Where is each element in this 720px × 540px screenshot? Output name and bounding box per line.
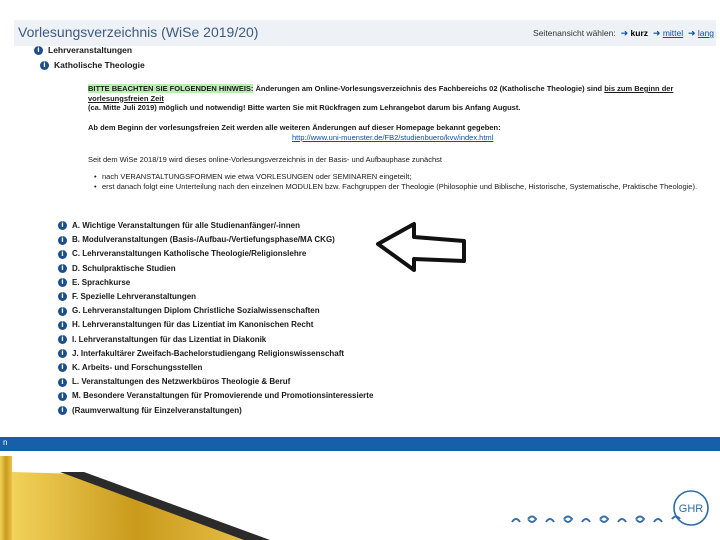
category-item[interactable] xyxy=(58,249,306,258)
notice-text: (ca. Mitte Juli 2019) möglich und notwendig! Bitte warten Sie mit Rückfragen zum Lehrangebot darum bis Anfang August. xyxy=(88,103,521,112)
notice-highlight: BITTE BEACHTEN SIE FOLGENDEN HINWEIS: xyxy=(88,84,254,93)
category-label[interactable]: F. Spezielle Lehrveranstaltungen xyxy=(72,292,197,301)
info-icon[interactable]: i xyxy=(58,307,67,316)
info-icon[interactable]: i xyxy=(58,335,67,344)
category-label[interactable]: L. Veranstaltungen des Netzwerkbüros Theologie & Beruf xyxy=(72,377,291,387)
info-icon[interactable]: i xyxy=(58,349,67,358)
ghr-logo xyxy=(672,489,710,527)
category-item[interactable] xyxy=(58,406,242,415)
category-label[interactable]: B. Modulveranstaltungen (Basis-/Aufbau-/Vertiefungsphase/MA CKG) xyxy=(72,235,335,245)
info-icon[interactable]: i xyxy=(58,236,67,245)
svg-text:GHR: GHR xyxy=(678,503,704,515)
category-item[interactable] xyxy=(58,377,290,386)
view-option-kurz[interactable]: kurz xyxy=(630,28,649,38)
arrow-right-icon: ➜ xyxy=(685,28,696,38)
category-label[interactable]: M. Besondere Veranstaltungen für Promovierende und Promotionsinteressierte xyxy=(72,391,374,401)
category-item[interactable] xyxy=(58,363,202,372)
page-title: Vorlesungsverzeichnis (WiSe 2019/20) xyxy=(18,24,259,40)
view-selector xyxy=(533,28,714,39)
info-icon[interactable]: i xyxy=(40,61,49,70)
footprints-decoration xyxy=(510,513,690,527)
category-label[interactable]: I. Lehrveranstaltungen für das Lizentiat in Diakonik xyxy=(72,334,267,344)
info-icon[interactable]: i xyxy=(58,278,67,287)
page-panel xyxy=(14,20,716,420)
info-icon[interactable]: i xyxy=(58,292,67,301)
info-icon[interactable]: i xyxy=(58,406,67,415)
category-item[interactable] xyxy=(58,278,130,287)
tree-node-label[interactable]: Katholische Theologie xyxy=(54,60,145,70)
category-item[interactable] xyxy=(58,391,373,400)
notice-intro: Seit dem WiSe 2018/19 wird dieses online-Vorlesungsverzeichnis in der Basis- und Aufbauphase zunächst xyxy=(88,155,442,164)
notice-text: Änderungen am Online-Vorlesungsverzeichnis des Fachbereichs 02 (Katholische Theologie) sind xyxy=(253,84,605,93)
notice-bullet: • erst danach folgt eine Unterteilung nach den einzelnen MODULEN bzw. Fachgruppen der Theologie (Philosophie und Biblische, Historische, Systematische, Praktische Theologie). xyxy=(102,182,714,192)
page-header xyxy=(14,20,716,46)
left-arrow-annotation xyxy=(372,220,468,276)
info-icon[interactable]: i xyxy=(58,221,67,230)
footer-bar xyxy=(0,437,720,451)
gold-decoration xyxy=(0,456,720,540)
notice-paragraph-1 xyxy=(88,84,716,113)
category-item[interactable] xyxy=(58,221,300,230)
category-label[interactable]: K. Arbeits- und Forschungsstellen xyxy=(72,363,203,372)
arrow-right-icon: ➜ xyxy=(650,28,661,38)
tree-node-label[interactable]: Lehrveranstaltungen xyxy=(48,45,133,55)
info-icon[interactable]: i xyxy=(58,321,67,330)
view-option-mittel[interactable]: mittel xyxy=(662,28,684,38)
view-label: Seitenansicht wählen: xyxy=(533,28,616,38)
category-item[interactable] xyxy=(58,320,313,329)
category-item[interactable] xyxy=(58,235,335,244)
footer-text: n xyxy=(3,438,8,447)
info-icon[interactable]: i xyxy=(58,392,67,401)
category-label[interactable]: J. Interfakultärer Zweifach-Bachelorstudiengang Religionswissenschaft xyxy=(72,348,345,358)
category-label[interactable]: H. Lehrveranstaltungen für das Lizentiat im Kanonischen Recht xyxy=(72,320,314,330)
category-item[interactable] xyxy=(58,335,266,344)
category-label[interactable]: G. Lehrveranstaltungen Diplom Christliche Sozialwissenschaften xyxy=(72,306,320,316)
info-icon[interactable]: i xyxy=(58,363,67,372)
category-item[interactable] xyxy=(58,264,176,273)
info-icon[interactable]: i xyxy=(58,264,67,273)
studienbuero-link[interactable]: http://www.uni-muenster.de/FB2/studienbuero/kvv/index.html xyxy=(292,133,494,142)
view-option-lang[interactable]: lang xyxy=(697,28,714,38)
arrow-right-icon: ➜ xyxy=(618,28,629,38)
notice-paragraph-2 xyxy=(88,123,716,133)
category-item[interactable] xyxy=(58,306,320,315)
info-icon[interactable]: i xyxy=(34,46,43,55)
tree-node-katholische-theologie[interactable] xyxy=(40,60,145,70)
category-label[interactable]: A. Wichtige Veranstaltungen für alle Studienanfänger/-innen xyxy=(72,221,300,230)
info-icon[interactable]: i xyxy=(58,250,67,259)
info-icon[interactable]: i xyxy=(58,378,67,387)
category-item[interactable] xyxy=(58,349,344,358)
notice-link-row xyxy=(292,133,592,143)
notice-underlined: bis zum Beginn der vorlesungsfreien Zeit xyxy=(88,84,674,103)
category-item[interactable] xyxy=(58,292,196,301)
category-label[interactable]: D. Schulpraktische Studien xyxy=(72,263,176,273)
notice-bullet: • nach VERANSTALTUNGSFORMEN wie etwa VORLESUNGEN oder SEMINAREN eingeteilt; xyxy=(102,172,714,182)
category-label[interactable]: (Raumverwaltung für Einzelveranstaltungen) xyxy=(72,405,242,415)
category-label[interactable]: E. Sprachkurse xyxy=(72,277,131,287)
tree-node-lehrveranstaltungen[interactable] xyxy=(34,45,132,55)
category-label[interactable]: C. Lehrveranstaltungen Katholische Theologie/Religionslehre xyxy=(72,249,307,259)
notice-text: Ab dem Beginn der vorlesungsfreien Zeit werden alle weiteren Änderungen auf dieser Homepage bekannt gegeben: xyxy=(88,123,501,132)
